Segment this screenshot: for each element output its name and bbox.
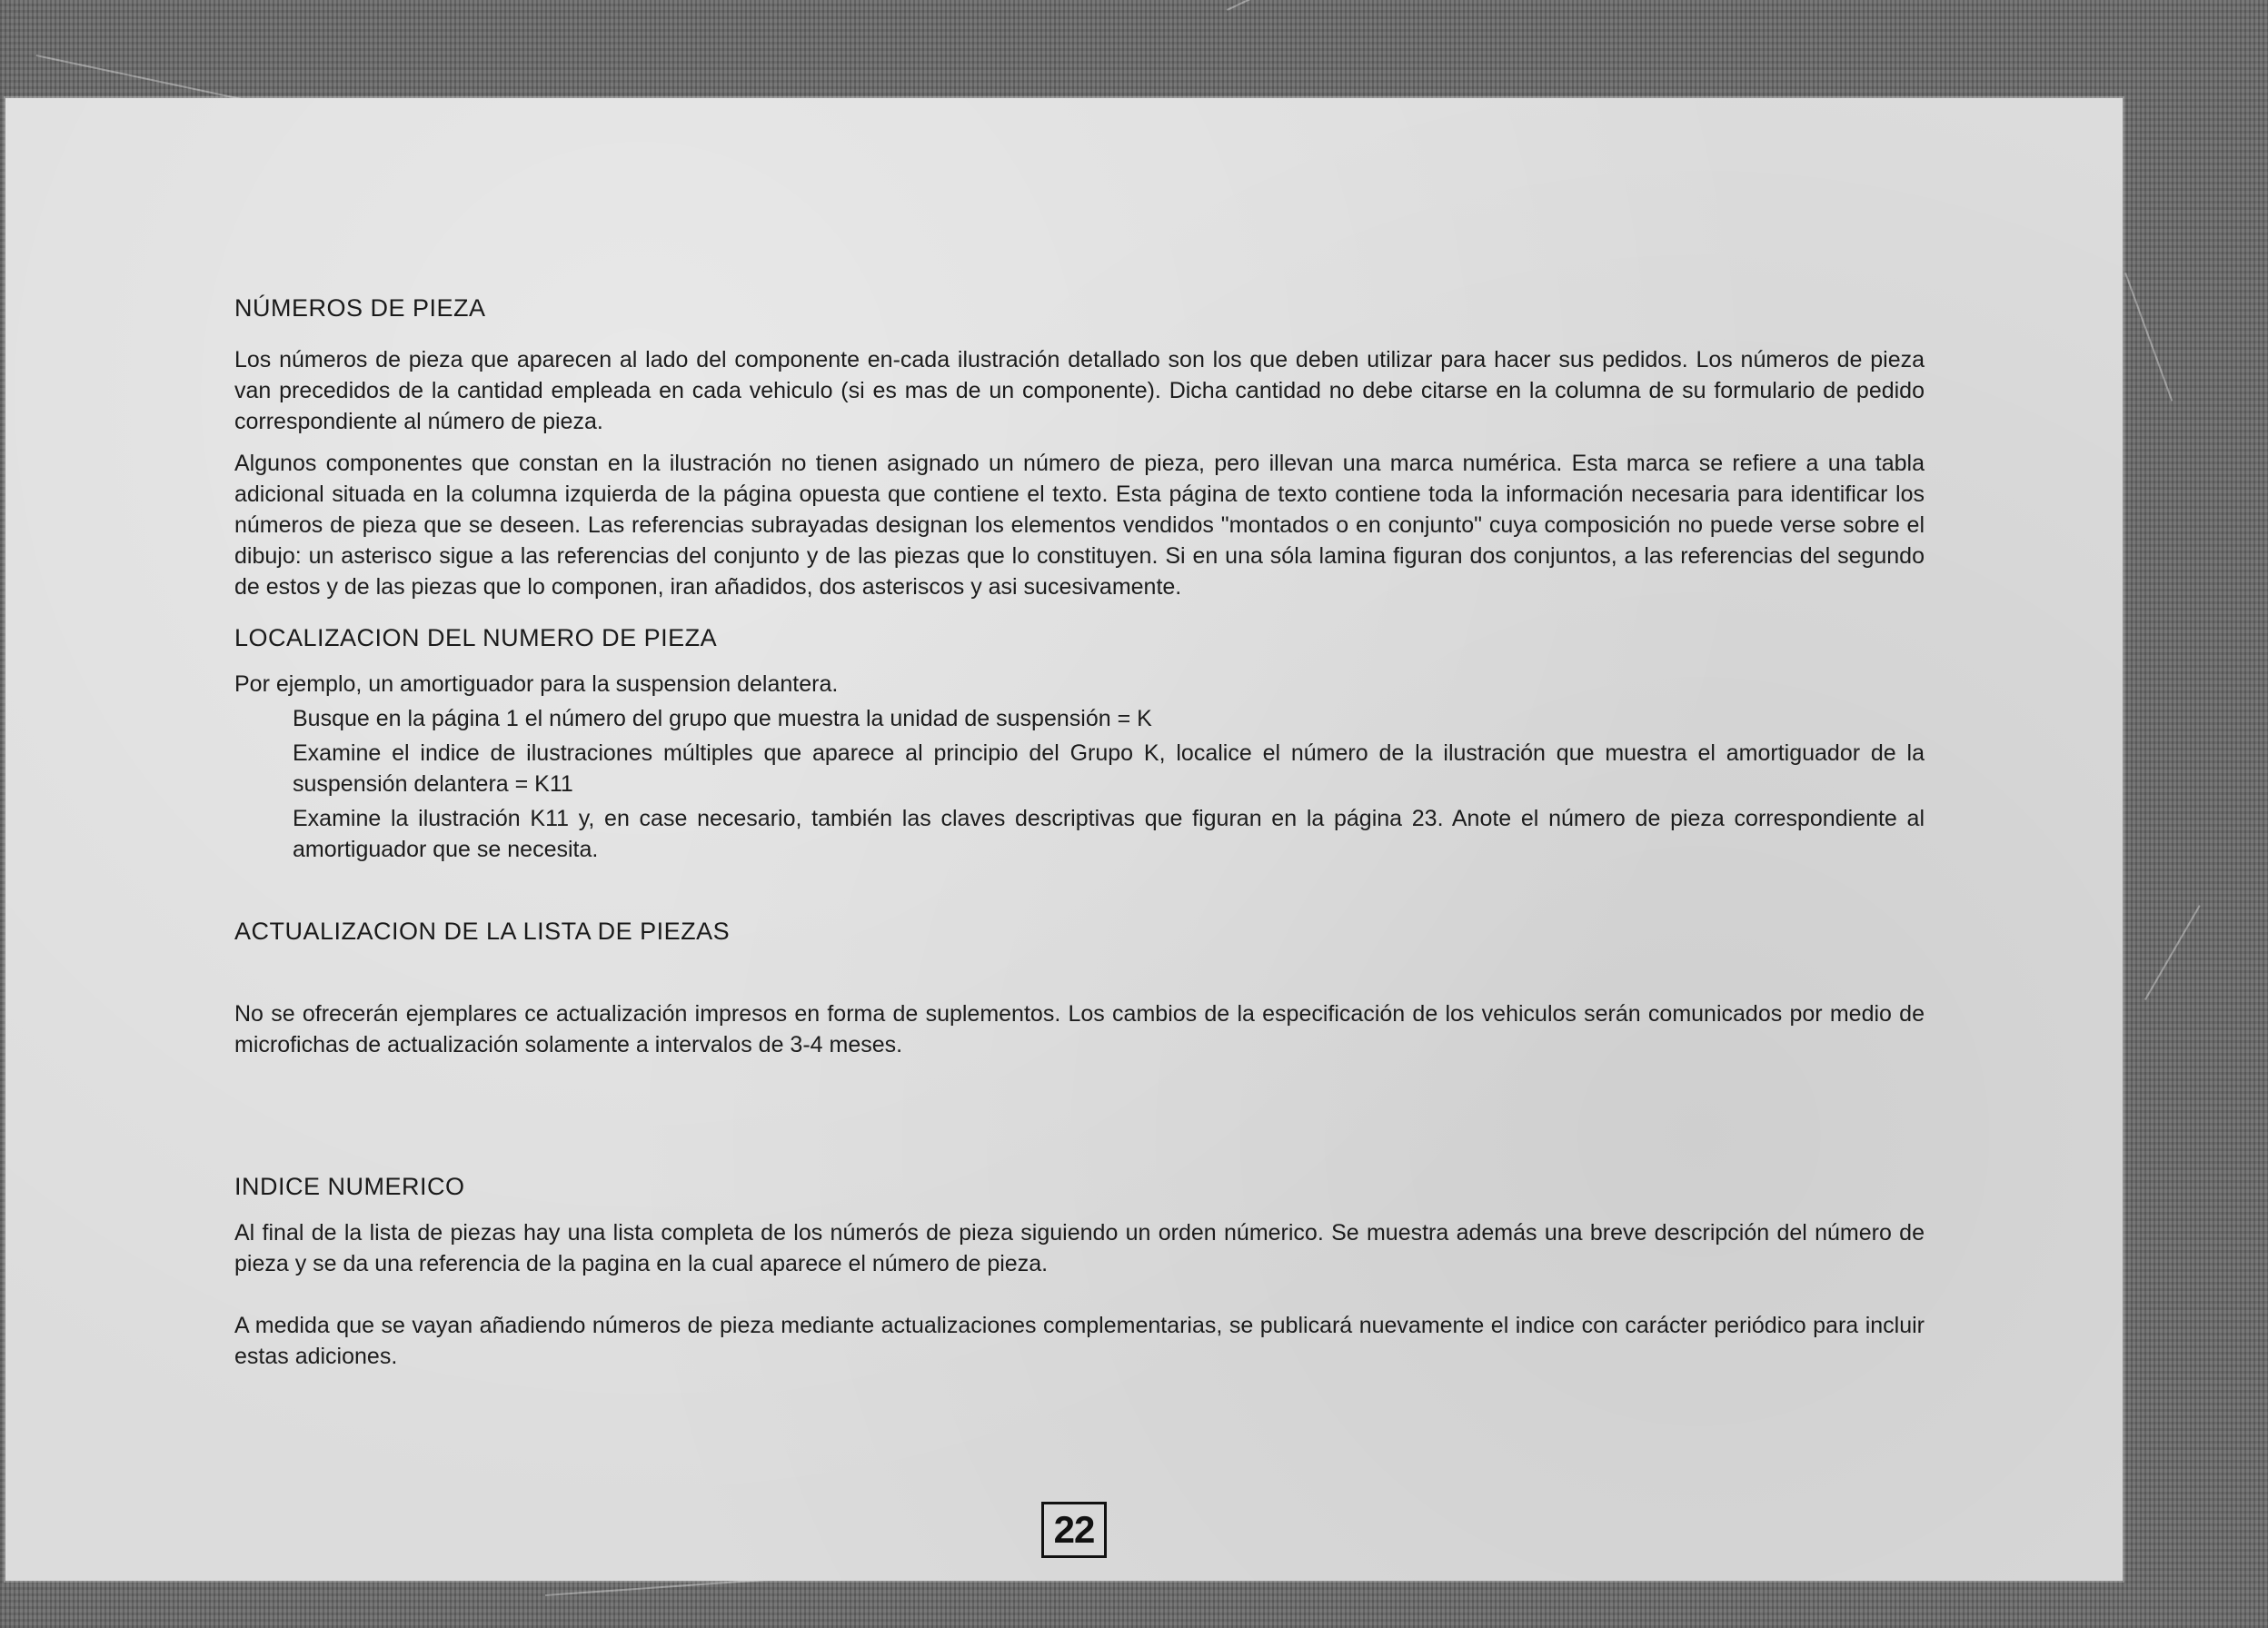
step-localizacion-3: Examine la ilustración K11 y, en case necesario, también las claves descriptivas que figuran en la página 23. Anote el número de pieza correspondiente al amortiguador que se necesita. — [293, 806, 1925, 862]
section-heading-numeros-de-pieza: NÚMEROS DE PIEZA — [234, 294, 486, 322]
section-heading-localizacion: LOCALIZACION DEL NUMERO DE PIEZA — [234, 624, 718, 651]
paragraph-numeros-de-pieza-2: Algunos componentes que constan en la ilustración no tienen asignado un número de pieza, pero illevan una marca numérica. Esta marca se refiere a una tabla adicional situada en la columna izquierda de la página opuesta que contiene el texto. Esta página de texto contiene toda la información necesaria para identificar los números de pieza que se deseen. Las referencias subrayadas designan los elementos vendidos "montados o en conjunto" cuya composición no puede verse sobre el dibujo: un asterisco sigue a las referencias del conjunto y de las piezas que lo constituyen. Si en una sóla lamina figuran dos conjuntos, a las referencias del segundo de estos y de las piezas que lo componen, iran añadidos, dos asteriscos y asi sucesivamente. — [234, 451, 1925, 600]
paragraph-actualizacion: No se ofrecerán ejemplares ce actualización impresos en forma de suplementos. Los cambios de la especificación de los vehiculos serán comunicados por medio de microfichas de actualización solamente a intervalos de 3-4 meses. — [234, 1001, 1925, 1057]
paragraph-indice-numerico-2: A medida que se vayan añadiendo números de pieza mediante actualizaciones complementarias, se publicará nuevamente el indice con carácter periódico para incluir estas adiciones. — [234, 1313, 1925, 1369]
paragraph-numeros-de-pieza-1: Los números de pieza que aparecen al lado del componente en-cada ilustración detallado son los que deben utilizar para hacer sus pedidos. Los números de pieza van precedidos de la cantidad empleada en cada vehiculo (si es mas de un componente). Dicha cantidad no debe citarse en la columna de su formulario de pedido correspondiente al número de pieza. — [234, 347, 1925, 434]
section-heading-indice-numerico: INDICE NUMERICO — [234, 1173, 465, 1200]
background-scratch — [2144, 905, 2201, 1000]
document-page — [5, 98, 2123, 1581]
step-localizacion-1: Busque en la página 1 el número del grupo que muestra la unidad de suspensión = K — [293, 706, 1152, 731]
section-heading-actualizacion: ACTUALIZACION DE LA LISTA DE PIEZAS — [234, 918, 731, 945]
step-localizacion-2: Examine el indice de ilustraciones múltiples que aparece al principio del Grupo K, localice el número de la ilustración que muestra el amortiguador de la suspensión delantera = K11 — [293, 740, 1925, 797]
document-body — [234, 191, 1925, 1372]
background-scratch — [2124, 273, 2173, 402]
page-number: 22 — [1041, 1502, 1107, 1558]
paragraph-indice-numerico-1: Al final de la lista de piezas hay una lista completa de los númerós de pieza siguiendo un orden númerico. Se muestra además una breve descripción del número de pieza y se da una referencia de la pagina en la cual aparece el número de pieza. — [234, 1220, 1925, 1276]
background-scratch — [1227, 0, 1441, 11]
paragraph-localizacion-intro: Por ejemplo, un amortiguador para la suspension delantera. — [234, 671, 839, 697]
